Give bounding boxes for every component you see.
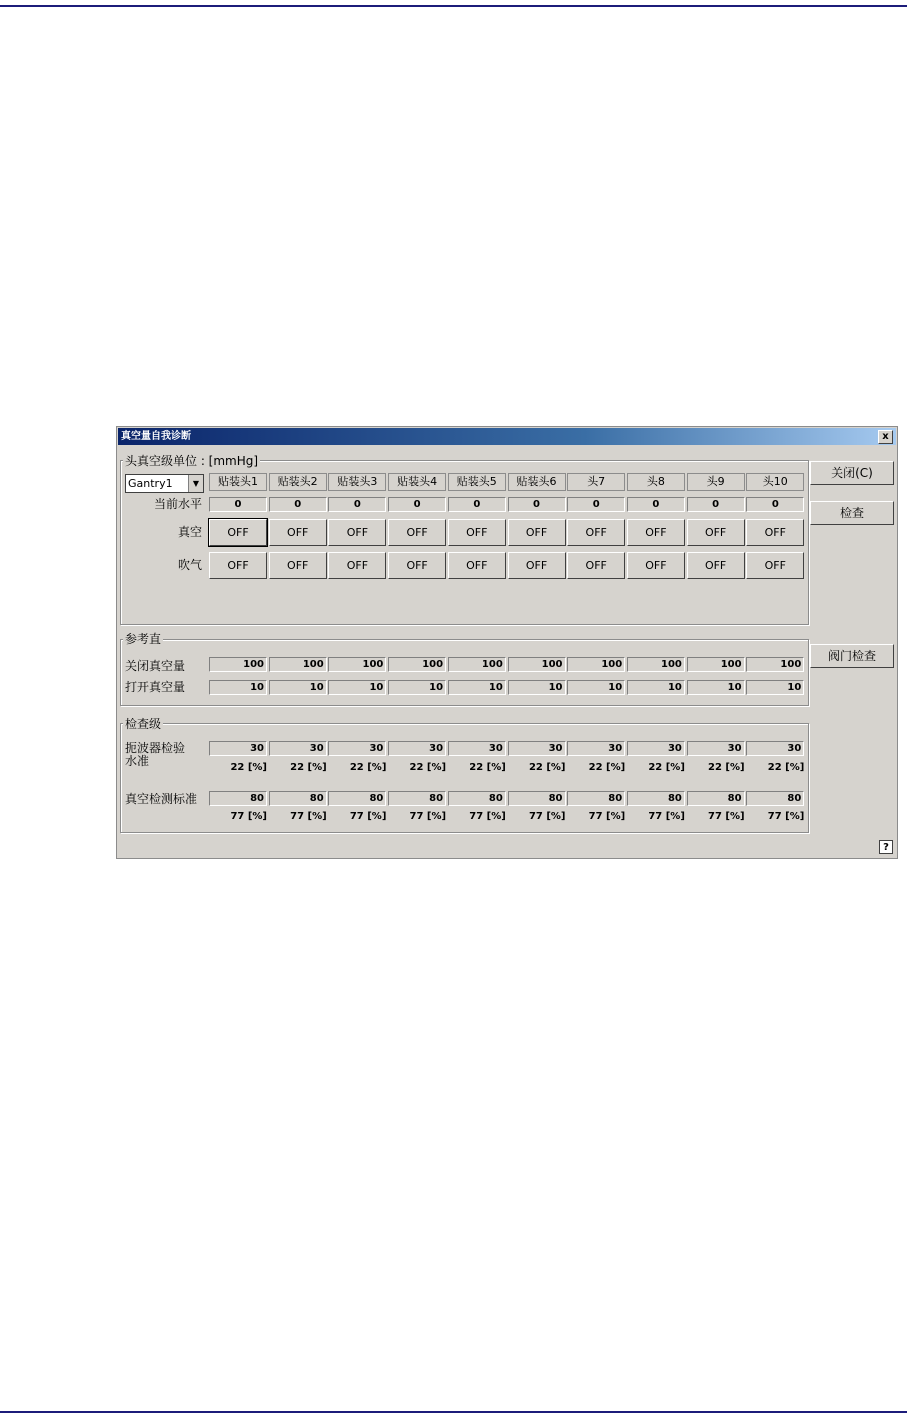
filter-level-value: 30	[627, 741, 685, 756]
filter-level-value: 30	[508, 741, 566, 756]
close-vacuum-label: 关闭真空量	[125, 659, 186, 673]
filter-level-value: 30	[209, 741, 267, 756]
vacuum-std-percent: 77 [%]	[708, 811, 745, 822]
filter-level-percent: 22 [%]	[767, 762, 805, 773]
head-header: 贴装头4	[388, 473, 446, 491]
filter-level-percent: 22 [%]	[349, 762, 387, 773]
vacuum-toggle-button[interactable]: OFF	[567, 519, 625, 546]
filter-level-percent: 22 [%]	[469, 762, 506, 773]
blow-toggle-button[interactable]: OFF	[687, 552, 745, 579]
open-vacuum-value: 10	[209, 680, 267, 695]
gantry-select-value: Gantry1	[128, 477, 173, 490]
current-level-value: 0	[746, 497, 804, 512]
vacuum-std-percent: 77 [%]	[648, 811, 685, 822]
dialog-titlebar	[118, 428, 896, 445]
head-header: 贴装头6	[508, 473, 566, 491]
current-level-value: 0	[567, 497, 625, 512]
close-icon[interactable]: x	[878, 430, 893, 444]
vacuum-toggle-button[interactable]: OFF	[448, 519, 506, 546]
head-header: 头10	[746, 473, 804, 491]
blow-toggle-button[interactable]: OFF	[328, 552, 386, 579]
vacuum-std-value: 80	[746, 791, 804, 806]
check-button[interactable]: 检查	[810, 501, 894, 525]
blow-toggle-button[interactable]: OFF	[269, 552, 327, 579]
filter-level-percent: 22 [%]	[230, 762, 267, 773]
vacuum-std-value: 80	[448, 791, 506, 806]
vacuum-std-value: 80	[627, 791, 685, 806]
filter-level-value: 30	[269, 741, 327, 756]
page-bottom-rule	[0, 1411, 907, 1413]
vacuum-std-percent: 77 [%]	[409, 811, 447, 822]
vacuum-toggle-button[interactable]: OFF	[687, 519, 745, 546]
vacuum-std-value: 80	[508, 791, 566, 806]
open-vacuum-value: 10	[328, 680, 386, 695]
open-vacuum-value: 10	[388, 680, 446, 695]
blow-toggle-button[interactable]: OFF	[209, 552, 267, 579]
dialog-title: 真空量自我诊断	[121, 431, 191, 442]
head-header: 贴装头5	[448, 473, 506, 491]
filter-level-value: 30	[388, 741, 446, 756]
vacuum-toggle-button[interactable]: OFF	[388, 519, 446, 546]
filter-level-percent: 22 [%]	[290, 762, 327, 773]
filter-level-percent: 22 [%]	[588, 762, 626, 773]
filter-level-percent: 22 [%]	[648, 762, 685, 773]
head-header: 贴装头1	[209, 473, 267, 491]
close-vacuum-value: 100	[687, 657, 745, 672]
filter-level-value: 30	[746, 741, 804, 756]
blow-label: 吹气	[177, 558, 202, 572]
open-vacuum-value: 10	[687, 680, 745, 695]
close-vacuum-value: 100	[508, 657, 566, 672]
chevron-down-icon[interactable]: ▼	[188, 475, 203, 492]
reference-legend: 参考直	[125, 632, 162, 646]
current-level-value: 0	[448, 497, 506, 512]
page-top-rule	[0, 5, 907, 7]
head-header: 头7	[567, 473, 625, 491]
check-level-legend: 检查级	[125, 717, 162, 731]
close-vacuum-value: 100	[269, 657, 327, 672]
help-icon[interactable]: ?	[879, 840, 893, 854]
vacuum-std-label: 真空检测标准	[125, 792, 198, 806]
close-vacuum-value: 100	[627, 657, 685, 672]
open-vacuum-value: 10	[567, 680, 625, 695]
current-level-label: 当前水平	[153, 497, 202, 511]
vacuum-std-percent: 77 [%]	[349, 811, 387, 822]
current-level-value: 0	[209, 497, 267, 512]
filter-level-label-2: 水准	[125, 754, 150, 768]
vacuum-std-value: 80	[269, 791, 327, 806]
reference-group	[120, 639, 809, 706]
current-level-value: 0	[687, 497, 745, 512]
vacuum-toggle-button[interactable]: OFF	[508, 519, 566, 546]
vacuum-toggle-button[interactable]: OFF	[328, 519, 386, 546]
vacuum-std-value: 80	[567, 791, 625, 806]
head-header: 头9	[687, 473, 745, 491]
current-level-value: 0	[627, 497, 685, 512]
open-vacuum-value: 10	[269, 680, 327, 695]
open-vacuum-label: 打开真空量	[125, 680, 186, 694]
gantry-select[interactable]	[125, 474, 204, 493]
head-header: 贴装头2	[269, 473, 327, 491]
filter-level-value: 30	[328, 741, 386, 756]
close-vacuum-value: 100	[567, 657, 625, 672]
vacuum-std-value: 80	[388, 791, 446, 806]
vacuum-std-value: 80	[328, 791, 386, 806]
filter-level-label-1: 扼波器检验	[125, 741, 186, 755]
blow-toggle-button[interactable]: OFF	[388, 552, 446, 579]
blow-toggle-button[interactable]: OFF	[508, 552, 566, 579]
vacuum-std-value: 80	[687, 791, 745, 806]
blow-toggle-button[interactable]: OFF	[567, 552, 625, 579]
blow-toggle-button[interactable]: OFF	[627, 552, 685, 579]
close-vacuum-value: 100	[209, 657, 267, 672]
current-level-value: 0	[388, 497, 446, 512]
blow-toggle-button[interactable]: OFF	[746, 552, 804, 579]
vacuum-std-value: 80	[209, 791, 267, 806]
head-header: 贴装头3	[328, 473, 386, 491]
filter-level-percent: 22 [%]	[528, 762, 566, 773]
filter-level-value: 30	[687, 741, 745, 756]
close-button[interactable]: 关闭(C)	[810, 461, 894, 485]
vacuum-toggle-button[interactable]: OFF	[746, 519, 804, 546]
filter-level-percent: 22 [%]	[409, 762, 447, 773]
filter-level-value: 30	[567, 741, 625, 756]
head-vacuum-legend: 头真空级单位 : [mmHg]	[125, 454, 259, 468]
vacuum-diagnosis-dialog	[116, 426, 898, 859]
blow-toggle-button[interactable]: OFF	[448, 552, 506, 579]
close-vacuum-value: 100	[448, 657, 506, 672]
close-vacuum-value: 100	[388, 657, 446, 672]
open-vacuum-value: 10	[627, 680, 685, 695]
vacuum-toggle-button[interactable]: OFF	[269, 519, 327, 546]
vacuum-std-percent: 77 [%]	[469, 811, 506, 822]
vacuum-std-percent: 77 [%]	[230, 811, 267, 822]
open-vacuum-value: 10	[746, 680, 804, 695]
close-vacuum-value: 100	[328, 657, 386, 672]
current-level-value: 0	[328, 497, 386, 512]
close-vacuum-value: 100	[746, 657, 804, 672]
open-vacuum-value: 10	[508, 680, 566, 695]
open-vacuum-value: 10	[448, 680, 506, 695]
head-header: 头8	[627, 473, 685, 491]
filter-level-value: 30	[448, 741, 506, 756]
current-level-value: 0	[269, 497, 327, 512]
vacuum-std-percent: 77 [%]	[588, 811, 626, 822]
filter-level-percent: 22 [%]	[708, 762, 745, 773]
valve-check-button[interactable]: 阀门检查	[810, 644, 894, 668]
vacuum-label: 真空	[177, 525, 202, 539]
current-level-value: 0	[508, 497, 566, 512]
vacuum-toggle-button[interactable]: OFF	[627, 519, 685, 546]
vacuum-std-percent: 77 [%]	[767, 811, 805, 822]
vacuum-std-percent: 77 [%]	[290, 811, 327, 822]
vacuum-std-percent: 77 [%]	[528, 811, 566, 822]
vacuum-toggle-button[interactable]: OFF	[209, 519, 267, 546]
